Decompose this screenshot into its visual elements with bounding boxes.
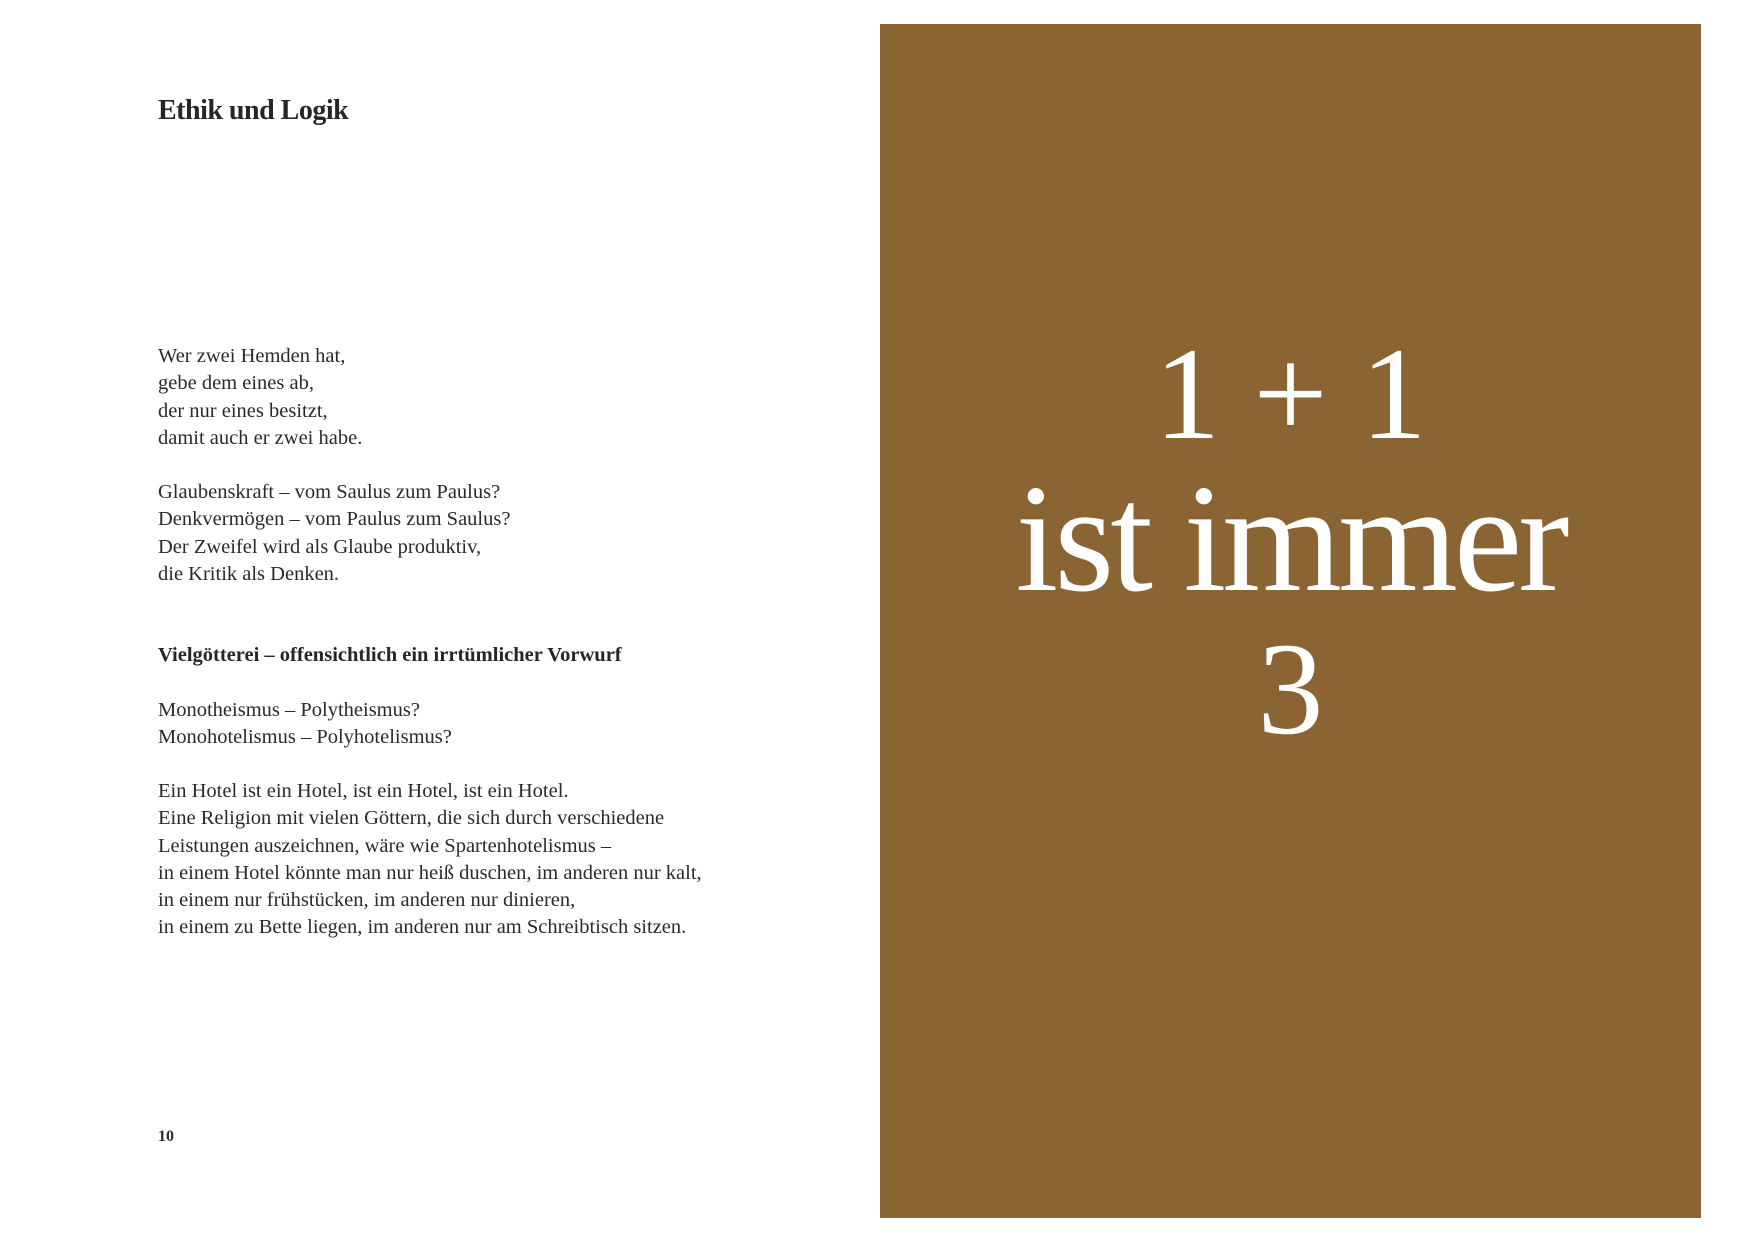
stanza-shirts bbox=[158, 343, 362, 452]
stanza-hotel bbox=[158, 778, 702, 942]
text-line: damit auch er zwei habe. bbox=[158, 426, 363, 449]
statement-line-equation: 1 + 1 bbox=[1154, 320, 1427, 467]
text-line: Monotheismus – Polytheismus? bbox=[158, 699, 420, 721]
text-line: gebe dem eines ab, bbox=[158, 372, 314, 395]
page-title: Ethik und Logik bbox=[158, 95, 349, 126]
stanza-theism bbox=[158, 697, 452, 752]
text-line: Wer zwei Hemden hat, bbox=[158, 345, 346, 367]
text-line: der nur eines besitzt, bbox=[158, 399, 328, 422]
text-line: in einem zu Bette liegen, im anderen nur am Schreibtisch sitzen. bbox=[158, 916, 687, 939]
statement-line-words: ist immer bbox=[1015, 454, 1566, 624]
text-line: Leistungen auszeichnen, wäre wie Spartenhotelismus – bbox=[158, 834, 612, 857]
stanza-faith bbox=[158, 479, 510, 588]
statement-line-result: 3 bbox=[1257, 615, 1324, 762]
text-line: Denkvermögen – vom Paulus zum Saulus? bbox=[158, 508, 511, 531]
text-line: in einem Hotel könnte man nur heiß duschen, im anderen nur kalt, bbox=[158, 861, 702, 884]
section-subheading: Vielgötterei – offensichtlich ein irrtümlicher Vorwurf bbox=[158, 644, 622, 666]
text-line: Glaubenskraft – vom Saulus zum Paulus? bbox=[158, 481, 501, 503]
panel-statement bbox=[880, 320, 1701, 764]
text-line: Ein Hotel ist ein Hotel, ist ein Hotel, ist ein Hotel. bbox=[158, 780, 569, 802]
right-panel bbox=[880, 24, 1701, 1218]
text-line: in einem nur frühstücken, im anderen nur dinieren, bbox=[158, 889, 576, 912]
text-line: Eine Religion mit vielen Göttern, die sich durch verschiedene bbox=[158, 807, 665, 830]
text-line: Monohotelismus – Polyhotelismus? bbox=[158, 726, 452, 749]
text-line: Der Zweifel wird als Glaube produktiv, bbox=[158, 535, 482, 558]
text-line: die Kritik als Denken. bbox=[158, 562, 340, 585]
page-number: 10 bbox=[158, 1128, 174, 1145]
